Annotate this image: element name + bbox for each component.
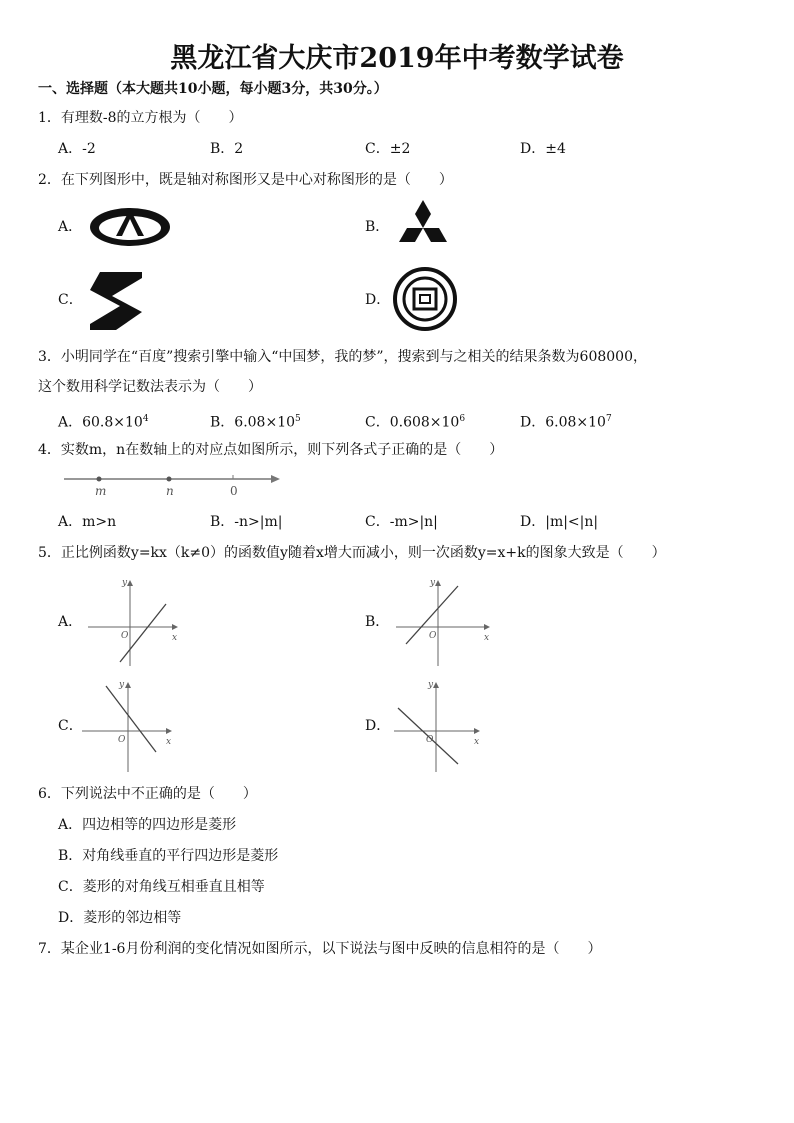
- q6-option-b[interactable]: B．对角线垂直的平行四边形是菱形: [58, 848, 279, 864]
- q6-option-c[interactable]: C．菱形的对角线互相垂直且相等: [58, 879, 265, 895]
- graph-d: [392, 678, 488, 774]
- number-line: [62, 470, 284, 500]
- question-3-stem-line1: 3．小明同学在“百度”搜索引擎中输入“中国梦，我的梦”，搜索到与之相关的结果条数为608000，: [38, 349, 647, 365]
- q3-c-exp: 6: [459, 414, 466, 424]
- q2-label-c[interactable]: C．: [58, 292, 83, 308]
- graph-c: [80, 678, 180, 774]
- q3-option-d[interactable]: [520, 410, 612, 432]
- q4-option-b[interactable]: B．-n>|m|: [210, 514, 283, 530]
- q5-label-d[interactable]: D．: [365, 718, 391, 734]
- question-5-stem: 5．正比例函数y=kx（k≠0）的函数值y随着x增大而减小，则一次函数y=x+k的图象大致是（ ）: [38, 545, 666, 561]
- q6-option-a[interactable]: A．四边相等的四边形是菱形: [58, 817, 237, 833]
- q5-label-a[interactable]: A．: [58, 614, 83, 630]
- q3-d-exp: 7: [605, 414, 612, 424]
- mitsubishi-logo-icon: [394, 200, 452, 252]
- q3-a-exp: 4: [142, 414, 149, 424]
- graph-d-origin-label: O: [426, 735, 434, 745]
- q4-option-c[interactable]: C．-m>|n|: [365, 514, 438, 530]
- infiniti-logo-icon: [88, 205, 172, 249]
- point-n-label: n: [166, 484, 174, 498]
- coin-logo-icon: [392, 266, 458, 332]
- question-7-stem: 7．某企业1-6月份利润的变化情况如图所示，以下说法与图中反映的信息相符的是（ ）: [38, 941, 602, 957]
- graph-c-origin-label: O: [118, 735, 126, 745]
- q5-label-b[interactable]: B．: [365, 614, 390, 630]
- q3-option-a[interactable]: [58, 410, 149, 432]
- graph-a-origin-label: O: [121, 631, 129, 641]
- question-6-stem: 6．下列说法中不正确的是（ ）: [38, 786, 257, 802]
- exam-title: 黑龙江省大庆市2019年中考数学试卷: [170, 43, 624, 74]
- graph-a-x-label: x: [172, 633, 178, 643]
- q4-option-a[interactable]: A．m>n: [58, 514, 117, 530]
- suzuki-logo-icon: [86, 270, 146, 332]
- point-m-label: m: [95, 484, 107, 498]
- q6-option-d[interactable]: D．菱形的邻边相等: [58, 910, 182, 926]
- q1-option-b[interactable]: B．2: [210, 141, 244, 157]
- q3-c-base: C．0.608×10: [365, 414, 460, 431]
- q2-label-a[interactable]: A．: [58, 219, 83, 235]
- graph-a: [86, 576, 182, 668]
- graph-a-y-label: y: [122, 578, 128, 588]
- question-1-stem: 1．有理数-8的立方根为（ ）: [38, 110, 243, 126]
- q3-b-exp: 5: [295, 414, 301, 424]
- question-3-stem-line2: 这个数用科学记数法表示为（ ）: [38, 379, 262, 395]
- q3-option-b[interactable]: [210, 410, 301, 432]
- question-2-stem: 2．在下列图形中，既是轴对称图形又是中心对称图形的是（ ）: [38, 172, 453, 188]
- q3-a-base: A．60.8×10: [58, 414, 143, 431]
- graph-d-y-label: y: [428, 680, 434, 690]
- graph-b-y-label: y: [430, 578, 436, 588]
- q1-option-a[interactable]: A．-2: [58, 141, 96, 157]
- q3-option-c[interactable]: [365, 410, 465, 432]
- graph-b: [394, 576, 494, 668]
- section-heading: 一、选择题（本大题共10小题，每小题3分，共30分。）: [38, 81, 388, 97]
- q1-option-d[interactable]: D．±4: [520, 141, 566, 157]
- question-4-stem: 4．实数m，n在数轴上的对应点如图所示，则下列各式子正确的是（ ）: [38, 442, 504, 458]
- q4-option-d[interactable]: D．|m|<|n|: [520, 514, 599, 530]
- q1-option-c[interactable]: C．±2: [365, 141, 411, 157]
- graph-c-y-label: y: [119, 680, 125, 690]
- origin-label: 0: [230, 484, 238, 498]
- q3-d-base: D．6.08×10: [520, 414, 606, 431]
- q2-label-b[interactable]: B．: [365, 219, 390, 235]
- q2-label-d[interactable]: D．: [365, 292, 391, 308]
- q3-b-base: B．6.08×10: [210, 414, 296, 431]
- q5-label-c[interactable]: C．: [58, 718, 83, 734]
- graph-d-x-label: x: [474, 737, 480, 747]
- graph-b-origin-label: O: [429, 631, 437, 641]
- graph-c-x-label: x: [166, 737, 172, 747]
- graph-b-x-label: x: [484, 633, 490, 643]
